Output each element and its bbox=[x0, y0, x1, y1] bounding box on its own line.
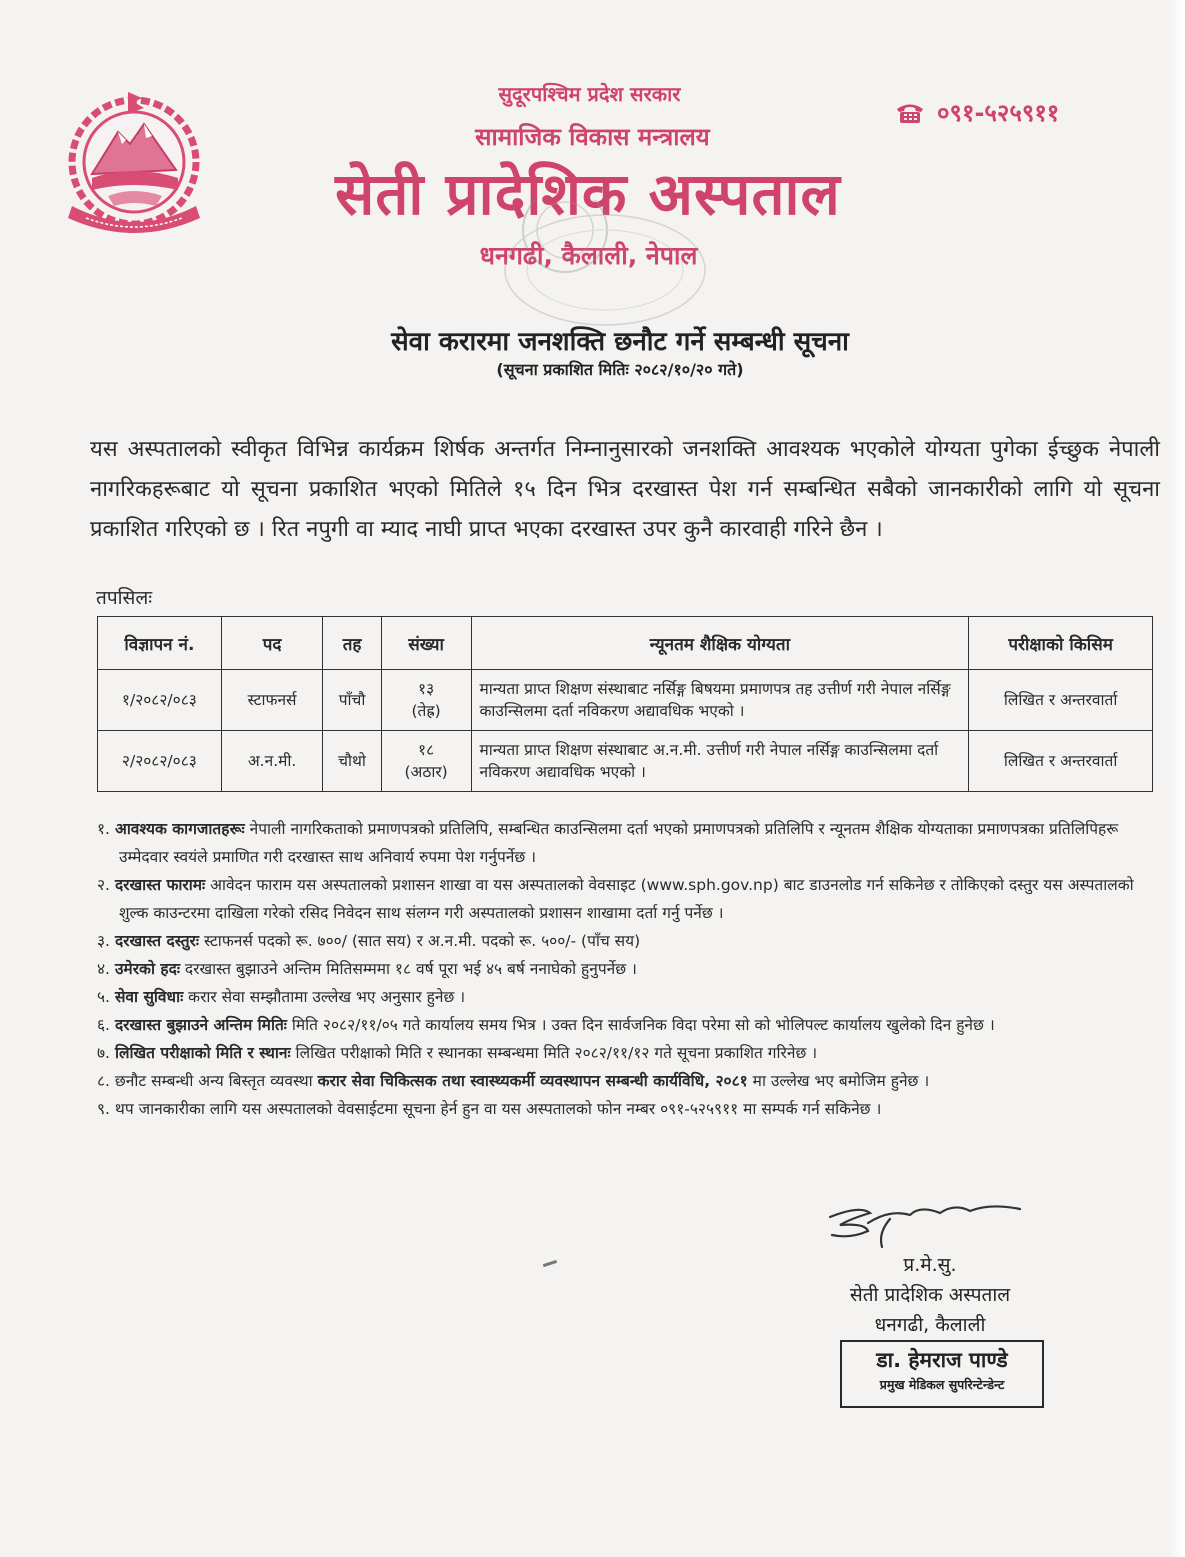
note-item: ५. सेवा सुविधाः करार सेवा सम्झौतामा उल्लेख भए अनुसार हुनेछ । bbox=[97, 988, 466, 1006]
ad-no: १/२०८२/०८३ bbox=[98, 670, 222, 731]
hospital-address: धनगढी, कैलाली, नेपाल bbox=[479, 241, 698, 270]
post: स्टाफनर्स bbox=[221, 670, 323, 731]
post: अ.न.मी. bbox=[221, 731, 323, 792]
count: १३ (तेह्र) bbox=[381, 670, 471, 731]
seal-name: डा. हेमराज पाण्डे bbox=[876, 1348, 1008, 1372]
signatory-designation: प्र.मे.सु. bbox=[903, 1254, 957, 1276]
table-row bbox=[98, 670, 1153, 731]
seal-role: प्रमुख मेडिकल सुपरिन्टेन्डेन्ट bbox=[879, 1377, 1005, 1392]
annex-label: तपसिलः bbox=[96, 587, 153, 609]
level: चौथो bbox=[323, 731, 381, 792]
col-ad-no: विज्ञापन नं. bbox=[98, 617, 222, 670]
col-level: तह bbox=[323, 617, 381, 670]
office-stamp bbox=[495, 200, 710, 330]
qualification: मान्यता प्राप्त शिक्षण संस्थाबाट अ.न.मी. उत्तीर्ण गरी नेपाल नर्सिङ्ग काउन्सिलमा दर्ता नविकरण अद्यावधिक भएको । bbox=[471, 731, 969, 792]
note-item: ३. दरखास्त दस्तुरः स्टाफनर्स पदको रू. ७००/ (सात सय) र अ.न.मी. पदको रू. ५००/- (पाँच सय) bbox=[97, 932, 641, 950]
table-row bbox=[98, 731, 1153, 792]
col-qualification: न्यूनतम शैक्षिक योग्यता bbox=[471, 617, 969, 670]
publication-date: (सूचना प्रकाशित मितिः २०८२/१०/२० गते) bbox=[496, 360, 744, 379]
col-post: पद bbox=[221, 617, 323, 670]
vacancy-table bbox=[97, 616, 1153, 792]
ad-no: २/२०८२/०८३ bbox=[98, 731, 222, 792]
hospital-name: सेती प्रादेशिक अस्पताल bbox=[335, 160, 841, 228]
phone-number bbox=[895, 96, 1059, 129]
telephone-icon bbox=[895, 102, 925, 124]
ministry-name: सामाजिक विकास मन्त्रालय bbox=[475, 123, 710, 151]
table-header-row bbox=[98, 617, 1153, 670]
note-item: १. आवश्यक कागजातहरूः नेपाली नागरिकताको प्रमाणपत्रको प्रतिलिपि, सम्बन्धित काउन्सिलमा दर्ता भएको प्रमाणपत्रको प्रतिलिपि र न्यूनतम शैक्षिक योग्यताका प्रमाणपत्रका प्रतिलिपिहरू उम्मेदवार स्वयंले प्रमाणित गरी दरखास्त साथ अनिवार्य रुपमा पेश गर्नुपर्नेछ । bbox=[97, 820, 1119, 866]
notice-title: सेवा करारमा जनशक्ति छनौट गर्ने सम्बन्धी सूचना bbox=[391, 327, 849, 357]
signatory-office: सेती प्रादेशिक अस्पताल bbox=[849, 1284, 1011, 1306]
col-exam-type: परीक्षाको किसिम bbox=[969, 617, 1153, 670]
signature-mark bbox=[820, 1195, 1030, 1255]
phone-text: ०९१-५२५९११ bbox=[937, 99, 1060, 127]
note-item: ६. दरखास्त बुझाउने अन्तिम मितिः मिति २०८२/११/०५ गते कार्यालय समय भित्र । उक्त दिन सार्वजनिक विदा परेमा सो को भोलिपल्ट कार्यालय खुलेको दिन हुनेछ । bbox=[97, 1016, 995, 1034]
name-seal bbox=[840, 1340, 1044, 1408]
count: १८ (अठार) bbox=[381, 731, 471, 792]
stray-mark bbox=[543, 1260, 557, 1267]
exam-type: लिखित र अन्तरवार्ता bbox=[969, 670, 1153, 731]
signatory-location: धनगढी, कैलाली bbox=[874, 1314, 986, 1336]
note-item: ७. लिखित परीक्षाको मिति र स्थानः लिखित परीक्षाको मिति र स्थानका सम्बन्धमा मिति २०८२/११/१२ गते सूचना प्रकाशित गरिनेछ । bbox=[97, 1044, 818, 1062]
intro-paragraph: यस अस्पतालको स्वीकृत विभिन्न कार्यक्रम शिर्षक अन्तर्गत निम्नानुसारको जनशक्ति आवश्यक भएकोले योग्यता पुगेका ईच्छुक नेपाली नागरिकहरूबाट यो सूचना प्रकाशित भएको मितिले १५ दिन भित्र दरखास्त पेश गर्न सम्बन्धित सबैको जानकारीको लागि यो सूचना प्रकाशित गरिएको छ । रित नपुगी वा म्याद नाघी प्राप्त भएका दरखास्त उपर कुनै कारवाही गरिने छैन । bbox=[90, 437, 1160, 542]
qualification: मान्यता प्राप्त शिक्षण संस्थाबाट नर्सिङ्ग बिषयमा प्रमाणपत्र तह उत्तीर्ण गरी नेपाल नर्सिङ्ग काउन्सिलमा दर्ता नविकरण अद्यावधिक भएको । bbox=[471, 670, 969, 731]
level: पाँचौ bbox=[323, 670, 381, 731]
signatory-block bbox=[800, 1250, 1060, 1340]
col-count: संख्या bbox=[381, 617, 471, 670]
page-edge bbox=[1169, 0, 1185, 1557]
note-item: ८. छनौट सम्बन्धी अन्य बिस्तृत व्यवस्था करार सेवा चिकित्सक तथा स्वास्थ्यकर्मी व्यवस्थापन सम्बन्धी कार्यविधि, २०८१ मा उल्लेख भए बमोजिम हुनेछ । bbox=[97, 1072, 930, 1090]
note-item: २. दरखास्त फारामः आवेदन फाराम यस अस्पतालको प्रशासन शाखा वा यस अस्पतालको वेवसाइट (www.sph.gov.np) बाट डाउनलोड गर्न सकिनेछ र तोकिएको दस्तुर यस अस्पतालको शुल्क काउन्टरमा दाखिला गरेको रसिद निवेदन साथ संलग्न गरी अस्पतालको प्रशासन शाखामा दर्ता गर्नु पर्नेछ । bbox=[97, 876, 1134, 922]
note-item: ९. थप जानकारीका लागि यस अस्पतालको वेवसाईटमा सूचना हेर्न हुन वा यस अस्पतालको फोन नम्बर ०९१-५२५९११ मा सम्पर्क गर्न सकिनेछ । bbox=[97, 1100, 882, 1118]
government-name: सुदूरपश्चिम प्रदेश सरकार bbox=[498, 82, 681, 106]
note-item: ४. उमेरको हदः दरखास्त बुझाउने अन्तिम मितिसम्ममा १८ वर्ष पूरा भई ४५ बर्ष ननाघेको हुनुपर्नेछ । bbox=[97, 960, 637, 978]
notes-list bbox=[97, 815, 1167, 1123]
exam-type: लिखित र अन्तरवार्ता bbox=[969, 731, 1153, 792]
